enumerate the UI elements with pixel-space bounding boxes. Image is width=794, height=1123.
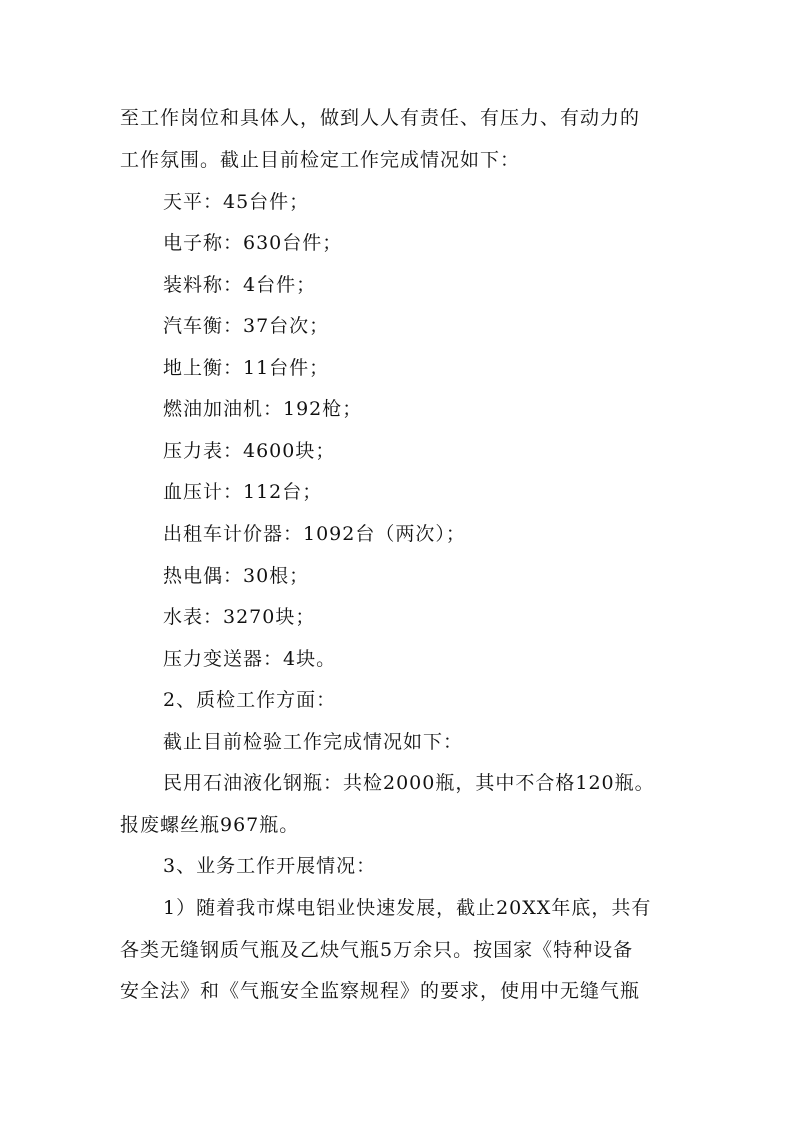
text-line: 报废螺丝瓶967瓶。 <box>120 814 300 836</box>
list-item: 压力变送器：4块。 <box>163 648 337 670</box>
text-line: 各类无缝钢质气瓶及乙炔气瓶5万余只。按国家《特种设备 <box>120 939 634 961</box>
list-item: 血压计：112台； <box>163 481 323 503</box>
list-item: 出租车计价器：1092台（两次）； <box>163 523 466 545</box>
list-item: 地上衡：11台件； <box>163 357 330 379</box>
list-item: 热电偶：30根； <box>163 565 310 587</box>
text-line: 工作氛围。截止目前检定工作完成情况如下： <box>120 149 521 171</box>
list-item: 装料称：4台件； <box>163 274 317 296</box>
list-item: 汽车衡：37台次； <box>163 315 330 337</box>
list-item: 燃油加油机：192枪； <box>163 398 363 420</box>
list-item: 电子称：630台件； <box>163 232 343 254</box>
list-item: 水表：3270块； <box>163 606 316 628</box>
text-line: 民用石油液化钢瓶：共检2000瓶，其中不合格120瓶。 <box>163 772 655 794</box>
text-line: 截止目前检验工作完成情况如下： <box>163 731 464 753</box>
section-heading: 3、业务工作开展情况： <box>163 855 377 877</box>
section-heading: 2、质检工作方面： <box>163 689 337 711</box>
text-line: 1）随着我市煤电铝业快速发展，截止20XX年底，共有 <box>163 897 652 919</box>
text-line: 安全法》和《气瓶安全监察规程》的要求，使用中无缝气瓶 <box>120 980 641 1002</box>
list-item: 压力表：4600块； <box>163 440 336 462</box>
text-line: 至工作岗位和具体人，做到人人有责任、有压力、有动力的 <box>120 107 641 129</box>
list-item: 天平：45台件； <box>163 191 310 213</box>
